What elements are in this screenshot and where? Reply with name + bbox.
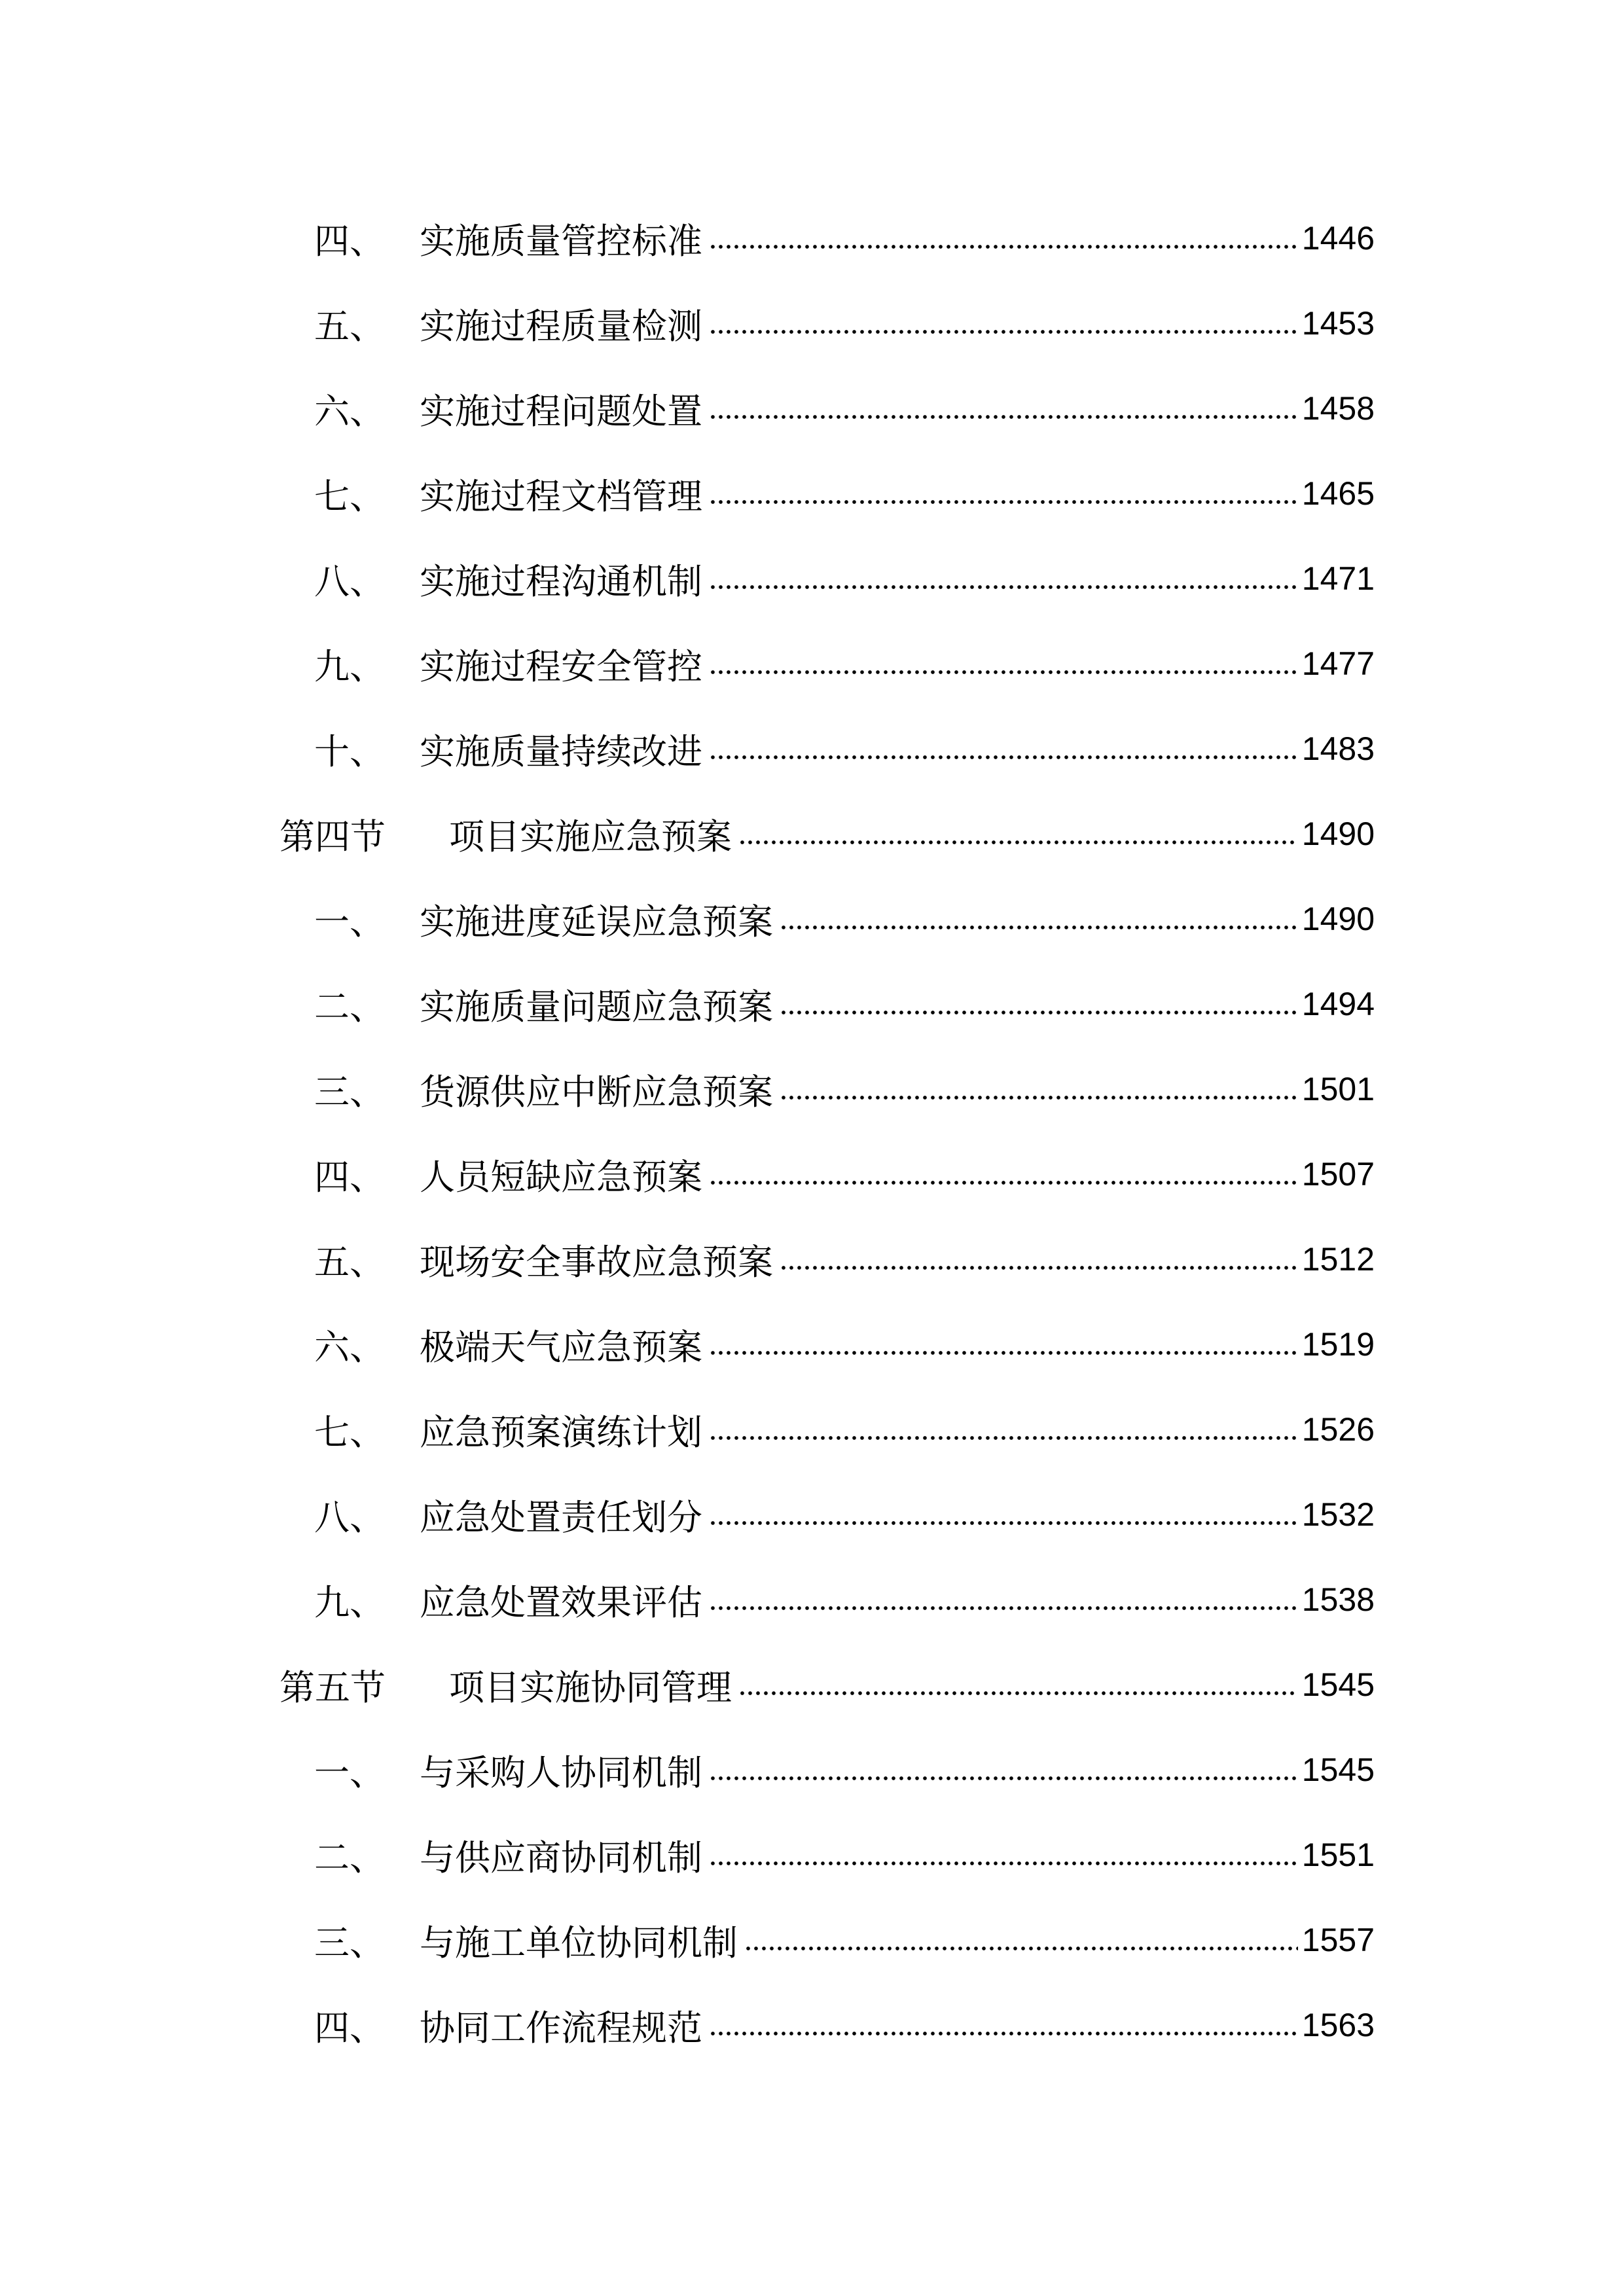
toc-entry-number: 五、 <box>314 1241 385 1283</box>
toc-entry-page-number: 1545 <box>1301 1751 1375 1788</box>
toc-entry-title: 货源供应中断应急预案 <box>420 1071 773 1113</box>
toc-entry-body <box>420 298 1375 349</box>
toc-entry[interactable] <box>0 1812 1624 1897</box>
toc-entry-page-number: 1490 <box>1301 901 1375 937</box>
toc-entry-body <box>420 1490 1375 1540</box>
toc-entry-title: 与供应商协同机制 <box>420 1837 702 1878</box>
toc-entry-number: 九、 <box>314 645 385 687</box>
toc-entry-page-number: 1519 <box>1301 1326 1375 1363</box>
toc-entry-page-number: 1458 <box>1301 390 1375 427</box>
toc-entry-body <box>420 1064 1375 1115</box>
toc-entry-number: 七、 <box>314 475 385 517</box>
toc-entry-number: 八、 <box>314 560 385 602</box>
dot-leader <box>780 1010 1298 1015</box>
toc-entry-body <box>420 639 1375 689</box>
toc-section-entry[interactable] <box>0 1642 1624 1727</box>
toc-entry-body <box>449 1660 1375 1710</box>
toc-entry[interactable] <box>0 366 1624 451</box>
dot-leader <box>709 1180 1298 1185</box>
toc-entry-body <box>449 809 1375 859</box>
dot-leader <box>709 670 1298 675</box>
toc-entry-number: 六、 <box>314 1326 385 1368</box>
dot-leader <box>709 584 1298 590</box>
toc-entry-body <box>420 384 1375 434</box>
toc-entry-number: 四、 <box>314 1156 385 1198</box>
toc-entry-page-number: 1490 <box>1301 816 1375 852</box>
toc-entry-title: 实施过程文档管理 <box>420 475 702 517</box>
toc-entry[interactable] <box>0 1472 1624 1557</box>
toc-entry[interactable] <box>0 1387 1624 1472</box>
toc-entry[interactable] <box>0 196 1624 281</box>
toc-entry-number: 四、 <box>314 2007 385 2049</box>
dot-leader <box>709 499 1298 505</box>
toc-entry-title: 极端天气应急预案 <box>420 1326 702 1368</box>
toc-entry-page-number: 1501 <box>1301 1071 1375 1107</box>
toc-entry[interactable] <box>0 961 1624 1047</box>
toc-entry-number: 第四节 <box>280 816 386 857</box>
dot-leader <box>709 1520 1298 1526</box>
toc-entry-number: 七、 <box>314 1411 385 1453</box>
toc-entry-title: 应急处置效果评估 <box>420 1581 702 1623</box>
toc-entry[interactable] <box>0 621 1624 706</box>
toc-entry-page-number: 1551 <box>1301 1837 1375 1873</box>
toc-entry-page-number: 1557 <box>1301 1922 1375 1958</box>
toc-entry-title: 与施工单位协同机制 <box>420 1922 738 1964</box>
toc-entry[interactable] <box>0 706 1624 791</box>
dot-leader <box>738 840 1298 845</box>
toc-entry-body <box>420 724 1375 774</box>
toc-entry[interactable] <box>0 1132 1624 1217</box>
dot-leader <box>709 329 1298 334</box>
toc-entry-title: 实施过程沟通机制 <box>420 560 702 602</box>
toc-entry-title: 实施过程安全管控 <box>420 645 702 687</box>
toc-entry-page-number: 1494 <box>1301 986 1375 1022</box>
toc-entry-body <box>420 1405 1375 1455</box>
toc-entry-title: 实施质量管控标准 <box>420 220 702 262</box>
toc-entry[interactable] <box>0 1557 1624 1642</box>
toc-entry-page-number: 1532 <box>1301 1496 1375 1533</box>
toc-entry-number: 五、 <box>314 305 385 347</box>
toc-entry-body <box>420 1319 1375 1370</box>
toc-entry-page-number: 1545 <box>1301 1666 1375 1703</box>
toc-entry-body <box>420 1915 1375 1965</box>
toc-entry-body <box>420 2000 1375 2051</box>
toc-entry-number: 二、 <box>314 986 385 1028</box>
toc-entry-number: 第五节 <box>280 1666 386 1708</box>
toc-entry-number: 十、 <box>314 730 385 772</box>
toc-entry-number: 四、 <box>314 220 385 262</box>
toc-entry-number: 三、 <box>314 1071 385 1113</box>
toc-entry-page-number: 1526 <box>1301 1411 1375 1448</box>
dot-leader <box>709 755 1298 760</box>
toc-entry-title: 实施质量问题应急预案 <box>420 986 773 1028</box>
toc-entry-body <box>420 1830 1375 1880</box>
toc-entry-title: 应急处置责任划分 <box>420 1496 702 1538</box>
toc-entry-title: 实施过程问题处置 <box>420 390 702 432</box>
toc-entry-title: 实施过程质量检测 <box>420 305 702 347</box>
dot-leader <box>709 2031 1298 2036</box>
toc-entry-title: 实施进度延误应急预案 <box>420 901 773 942</box>
table-of-contents <box>0 196 1624 2068</box>
toc-entry-title: 项目实施协同管理 <box>449 1666 732 1708</box>
toc-entry-body <box>420 213 1375 264</box>
toc-entry-page-number: 1446 <box>1301 220 1375 257</box>
dot-leader <box>744 1946 1298 1951</box>
toc-entry-body <box>420 979 1375 1030</box>
toc-entry-page-number: 1538 <box>1301 1581 1375 1618</box>
toc-entry-title: 人员短缺应急预案 <box>420 1156 702 1198</box>
toc-entry-body <box>420 1149 1375 1200</box>
toc-entry-number: 二、 <box>314 1837 385 1878</box>
toc-entry-page-number: 1453 <box>1301 305 1375 342</box>
toc-entry-body <box>420 1745 1375 1795</box>
toc-entry-page-number: 1477 <box>1301 645 1375 682</box>
toc-entry-number: 三、 <box>314 1922 385 1964</box>
toc-entry-number: 一、 <box>314 1751 385 1793</box>
toc-entry[interactable] <box>0 1047 1624 1132</box>
dot-leader <box>738 1691 1298 1696</box>
toc-entry-body <box>420 469 1375 519</box>
toc-entry-number: 九、 <box>314 1581 385 1623</box>
dot-leader <box>780 925 1298 930</box>
toc-entry-page-number: 1507 <box>1301 1156 1375 1193</box>
dot-leader <box>709 1435 1298 1441</box>
dot-leader <box>709 414 1298 420</box>
toc-entry[interactable] <box>0 1302 1624 1387</box>
toc-entry-number: 八、 <box>314 1496 385 1538</box>
toc-entry-page-number: 1465 <box>1301 475 1375 512</box>
toc-section-entry[interactable] <box>0 791 1624 876</box>
toc-entry-title: 协同工作流程规范 <box>420 2007 702 2049</box>
dot-leader <box>709 1350 1298 1355</box>
toc-entry-page-number: 1563 <box>1301 2007 1375 2043</box>
toc-entry-title: 现场安全事故应急预案 <box>420 1241 773 1283</box>
toc-entry-page-number: 1483 <box>1301 730 1375 767</box>
toc-entry-body <box>420 1234 1375 1285</box>
toc-entry-body <box>420 1575 1375 1625</box>
toc-entry-title: 与采购人协同机制 <box>420 1751 702 1793</box>
dot-leader <box>709 1861 1298 1866</box>
toc-entry[interactable] <box>0 1727 1624 1812</box>
toc-entry[interactable] <box>0 1982 1624 2068</box>
toc-entry-page-number: 1471 <box>1301 560 1375 597</box>
toc-entry[interactable] <box>0 1217 1624 1302</box>
toc-entry-number: 一、 <box>314 901 385 942</box>
toc-entry-body <box>420 894 1375 944</box>
toc-entry[interactable] <box>0 876 1624 961</box>
toc-entry-title: 应急预案演练计划 <box>420 1411 702 1453</box>
toc-entry-page-number: 1512 <box>1301 1241 1375 1278</box>
toc-entry-title: 项目实施应急预案 <box>449 816 732 857</box>
dot-leader <box>780 1095 1298 1100</box>
toc-entry-number: 六、 <box>314 390 385 432</box>
toc-entry[interactable] <box>0 1897 1624 1982</box>
toc-entry[interactable] <box>0 536 1624 621</box>
dot-leader <box>709 1776 1298 1781</box>
dot-leader <box>709 1605 1298 1611</box>
dot-leader <box>709 244 1298 249</box>
toc-entry[interactable] <box>0 451 1624 536</box>
dot-leader <box>780 1265 1298 1270</box>
toc-entry[interactable] <box>0 281 1624 366</box>
toc-entry-body <box>420 554 1375 604</box>
toc-entry-title: 实施质量持续改进 <box>420 730 702 772</box>
